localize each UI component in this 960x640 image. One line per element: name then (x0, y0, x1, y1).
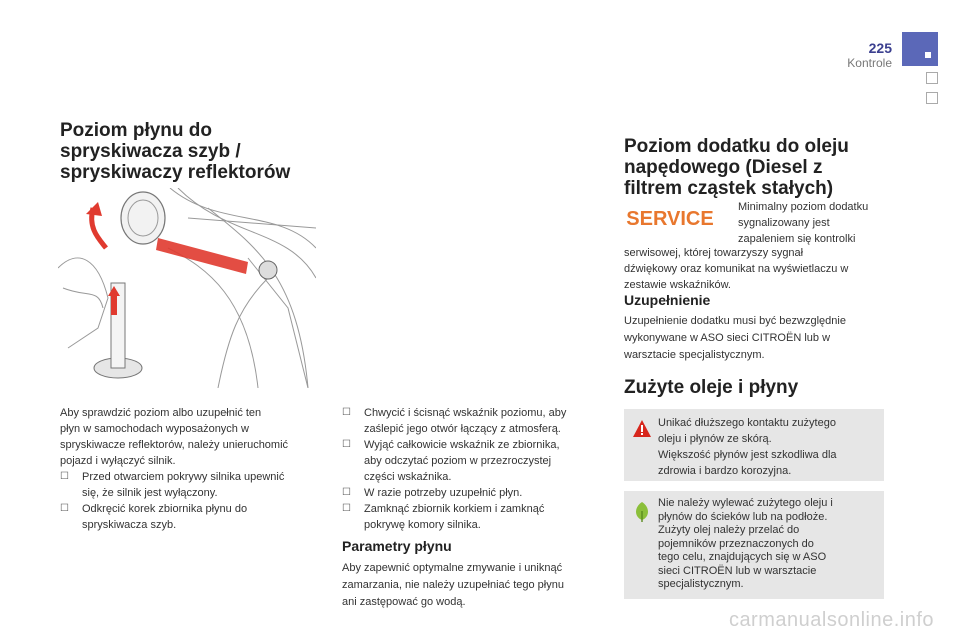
min-text-cont: serwisowej, której towarzyszy sygnał dźwiękowy oraz komunikat na wyświetlaczu w zestawie wskaźników. (624, 247, 849, 291)
params-body: Aby zapewnić optymalne zmywanie i uniknąć zamarzania, nie należy uzupełniać tego płynu ani zastępować go wodą. (342, 562, 564, 608)
min-text: Minimalny poziom dodatku sygnalizowany jest zapaleniem się kontrolki (738, 201, 869, 245)
refill-title: Uzupełnienie (624, 292, 711, 308)
filler-neck (259, 261, 277, 279)
up-arrow (111, 293, 117, 315)
text-line: pojazd i wyłączyć silnik. (60, 455, 176, 467)
title-line: filtrem cząstek stałych) (624, 178, 834, 199)
text-line: płyn w samochodach wyposażonych w (60, 423, 249, 435)
bullet-item: ☐ Odkręcić korek zbiornika płynu do spryskiwacza szyb. (60, 501, 325, 533)
warning-note: Unikać dłuższego kontaktu zużytego oleju i płynów ze skórą. Większość płynów jest szkodliwa dla zdrowia i bardzo korozyjna. (624, 409, 884, 481)
middle-body (342, 405, 604, 533)
leaf-icon (632, 501, 652, 523)
oils-title: Zużyte oleje i płyny (624, 377, 799, 398)
warning-icon (632, 419, 652, 439)
service-warning-icon (626, 200, 714, 236)
pointer-arrow (156, 238, 248, 274)
section-name: Kontrole (847, 56, 892, 70)
title-line: spryskiwaczy reflektorów (60, 162, 291, 183)
refill-body: Uzupełnienie dodatku musi być bezwzględnie wykonywane w ASO sieci CITROËN lub w warsztacie specjalistycznym. (624, 315, 846, 361)
text-line: spryskiwacze reflektorów, należy unieruchomić (60, 439, 289, 451)
bullet-item: ☐ Przed otwarciem pokrywy silnika upewnić się, że silnik jest wyłączony. (60, 469, 325, 501)
left-body (60, 405, 325, 533)
bullet-item: ☐ Wyjąć całkowicie wskaźnik ze zbiornika, aby odczytać poziom w przezroczystej części wskaźnika. (342, 437, 604, 485)
left-title (60, 120, 320, 183)
title-line: Poziom dodatku do oleju (624, 136, 849, 157)
title-line: napędowego (Diesel z (624, 157, 823, 178)
environment-note: Nie należy wylewać zużytego oleju i płynów do ścieków lub na podłoże. Zużyty olej należy przelać do pojemników przeznaczonych do tego celu, znajdujących się w ASO sieci CITROËN lub w warsztacie specjalistycznym. (624, 491, 884, 599)
bullet-item: ☐ Chwycić i ścisnąć wskaźnik poziomu, aby zaślepić jego otwór łączący z atmosferą. (342, 405, 604, 437)
title-line: Poziom płynu do (60, 120, 212, 141)
watermark: carmanualsonline.info (728, 609, 934, 631)
right-title (624, 136, 894, 199)
bullet-item: ☐ W razie potrzeby uzupełnić płyn. (342, 485, 604, 501)
title-line: spryskiwacza szyb / (60, 141, 241, 162)
service-label: SERVICE (626, 208, 714, 230)
bullet-item: ☐ Zamknąć zbiornik korkiem i zamknąć pokrywę komory silnika. (342, 501, 604, 533)
params-title: Parametry płynu (342, 538, 452, 554)
text-line: Aby sprawdzić poziom albo uzupełnić ten (60, 407, 262, 419)
page-number: 225 (868, 40, 892, 56)
chapter-tab (902, 32, 938, 66)
washer-reservoir-illustration (58, 188, 316, 388)
chapter-tab-box (926, 92, 938, 104)
chapter-tab-box (926, 72, 938, 84)
